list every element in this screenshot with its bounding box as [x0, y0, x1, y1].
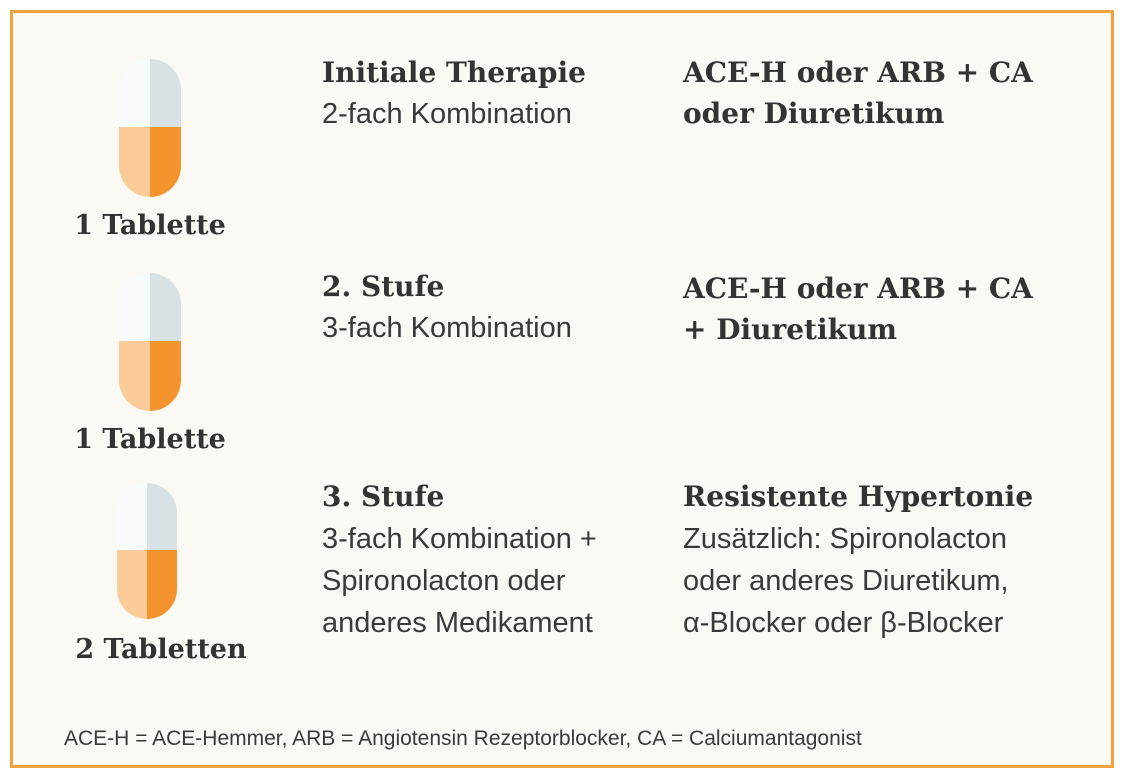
- therapy-title: ACE-H oder ARB + CA: [683, 272, 1033, 305]
- therapy-title: + Diuretikum: [683, 313, 898, 346]
- therapy-description: oder anderes Diuretikum,: [683, 565, 1009, 597]
- footnote: ACE-H = ACE-Hemmer, ARB = Angiotensin Rezeptorblocker, CA = Calciumantagonist: [64, 727, 862, 750]
- stage-title: Initiale Therapie: [322, 56, 586, 89]
- therapy-description: α-Blocker oder β-Blocker: [683, 607, 1004, 639]
- stage-description: anderes Medikament: [322, 607, 593, 639]
- stage-description: 3-fach Kombination +: [322, 523, 597, 555]
- therapy-title: Resistente Hypertonie: [683, 480, 1034, 513]
- capsule-icon: [119, 59, 181, 197]
- therapy-description: Zusätzlich: Spironolacton: [683, 523, 1007, 555]
- stage-description: 3-fach Kombination: [322, 312, 572, 344]
- tablet-count: 1 Tablette: [74, 210, 226, 241]
- stage-title: 2. Stufe: [322, 270, 445, 303]
- stage-title: 3. Stufe: [322, 480, 445, 513]
- capsule-icon: [119, 273, 181, 411]
- stage-description: Spironolacton oder: [322, 565, 566, 597]
- tablet-count: 2 Tabletten: [75, 634, 247, 665]
- stage-description: 2-fach Kombination: [322, 98, 572, 130]
- therapy-title: ACE-H oder ARB + CA: [683, 56, 1033, 89]
- capsule-icon: [117, 483, 177, 619]
- tablet-count: 1 Tablette: [74, 424, 226, 455]
- therapy-title: oder Diuretikum: [683, 97, 945, 130]
